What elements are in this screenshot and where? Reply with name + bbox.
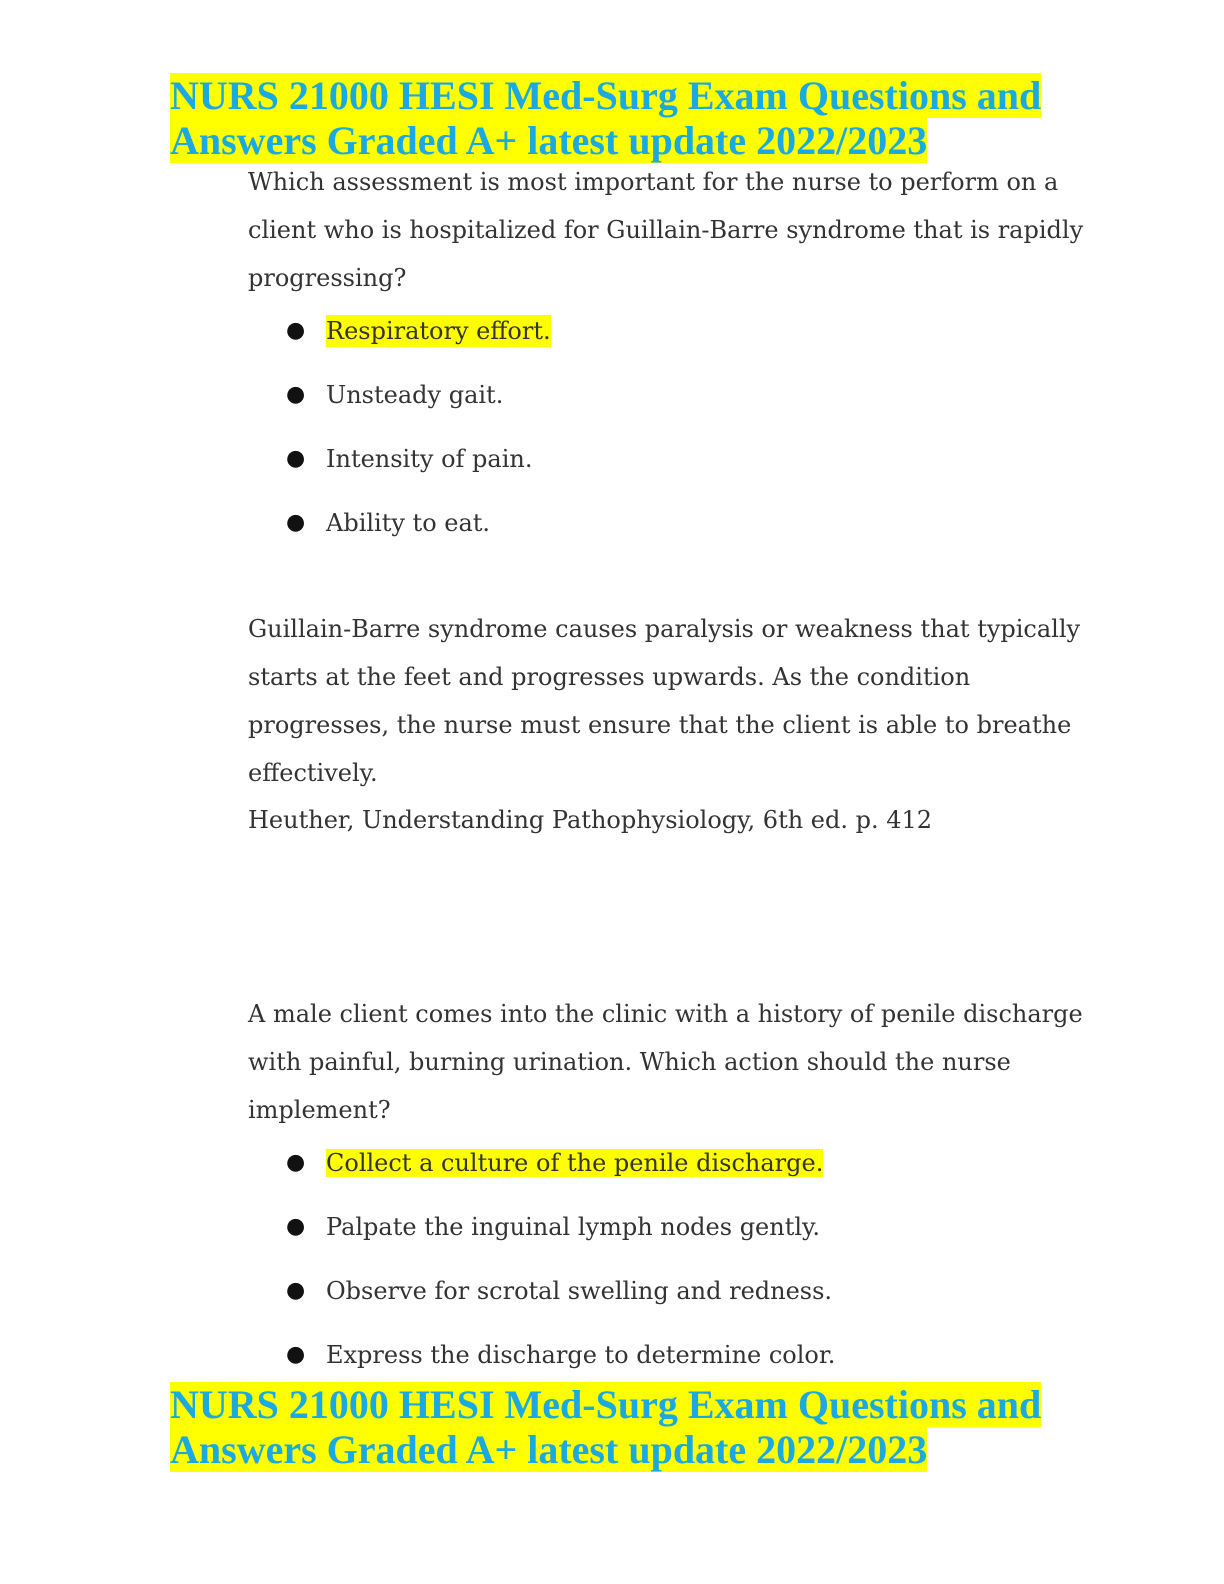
bullet-icon: ● <box>286 318 306 343</box>
question-1-rationale: Guillain-Barre syndrome causes paralysis or weakness that typically starts at the feet and progresses upwards. As the condition progresses, the nurse must ensure that the client is able to breathe effectively. <box>248 615 1081 787</box>
footer-line-2: Answers Graded A+ latest update 2022/2023 <box>170 1427 928 1472</box>
document-header <box>170 73 1041 163</box>
option-text-wrapper <box>326 1147 823 1179</box>
bullet-icon: ● <box>286 1150 306 1175</box>
option-text: Express the discharge to determine color. <box>326 1341 836 1369</box>
question-1-text: Which assessment is most important for the nurse to perform on a client who is hospitalized for Guillain-Barre syndrome that is rapidly progressing? <box>248 168 1084 292</box>
header-line-1: NURS 21000 HESI Med-Surg Exam Questions and <box>170 73 1042 118</box>
option-text-suffix: . <box>815 1149 824 1177</box>
option-text: Unsteady gait. <box>326 381 504 409</box>
header-line-2: Answers Graded A+ latest update 2022/2023 <box>170 118 928 163</box>
bullet-icon: ● <box>286 510 306 535</box>
option-text-highlighted: Collect a culture of the penile discharge <box>326 1149 816 1177</box>
bullet-icon: ● <box>286 1342 306 1367</box>
bullet-icon: ● <box>286 1278 306 1303</box>
option-text: Intensity of pain. <box>326 445 533 473</box>
bullet-icon: ● <box>286 382 306 407</box>
document-footer <box>170 1382 1041 1472</box>
bullet-icon: ● <box>286 1214 306 1239</box>
question-2-text: A male client comes into the clinic with a history of penile discharge with painful, burning urination. Which action should the nurse implement? <box>248 1000 1083 1124</box>
option-text: Palpate the inguinal lymph nodes gently. <box>326 1213 821 1241</box>
question-1-reference: Heuther, Understanding Pathophysiology, 6th ed. p. 412 <box>248 806 933 834</box>
bullet-icon: ● <box>286 446 306 471</box>
option-text: Observe for scrotal swelling and redness. <box>326 1277 833 1305</box>
option-text-highlighted: Respiratory effort. <box>326 317 551 345</box>
footer-line-1: NURS 21000 HESI Med-Surg Exam Questions and <box>170 1382 1042 1427</box>
option-text: Ability to eat. <box>326 509 491 537</box>
